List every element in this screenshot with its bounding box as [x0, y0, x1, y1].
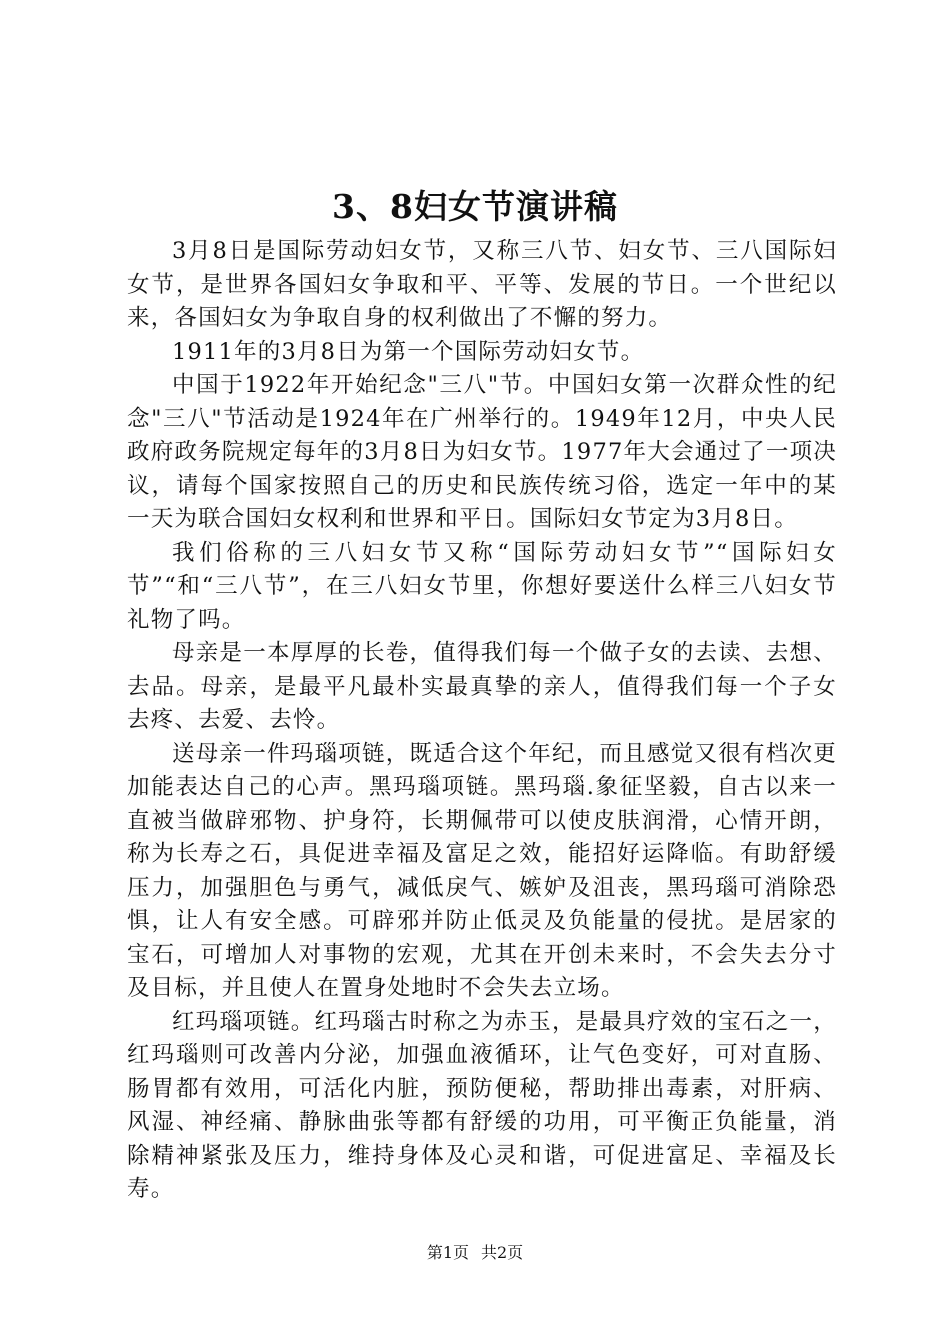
paragraph-3: 中国于1922年开始纪念"三八"节。中国妇女第一次群众性的纪念"三八"节活动是1924年在广州举行的。1949年12月，中央人民政府政务院规定每年的3月8日为妇女节。1977年大会通过了一项决议，请每个国家按照自己的历史和民族传统习俗，选定一年中的某一天为联合国妇女权利和世界和平日。国际妇女节定为3月8日。 [127, 372, 837, 532]
page-footer [0, 1241, 950, 1265]
paragraph-5: 母亲是一本厚厚的长卷，值得我们每一个做子女的去读、去想、去品。母亲，是最平凡最朴实最真挚的亲人，值得我们每一个子女去疼、去爱、去怜。 [127, 640, 837, 733]
document-body [127, 235, 837, 1207]
document-title: 3、8妇女节演讲稿 [332, 187, 618, 226]
paragraph-4: 我们俗称的三八妇女节又称“国际劳动妇女节”“国际妇女节”“和“三八节”，在三八妇女节里，你想好要送什么样三八妇女节礼物了吗。 [127, 539, 837, 633]
paragraph-1: 3月8日是国际劳动妇女节，又称三八节、妇女节、三八国际妇女节，是世界各国妇女争取和平、平等、发展的节日。一个世纪以来，各国妇女为争取自身的权利做出了不懈的努力。 [127, 238, 837, 331]
paragraph-6: 送母亲一件玛瑙项链，既适合这个年纪，而且感觉又很有档次更加能表达自己的心声。黑玛瑙项链。黑玛瑙.象征坚毅，自古以来一直被当做辟邪物、护身符，长期佩带可以使皮肤润滑，心情开朗，称为长寿之石，具促进幸福及富足之效，能招好运降临。有助舒缓压力，加强胆色与勇气，减低戾气、嫉妒及沮丧，黑玛瑙可消除恐惧，让人有安全感。可辟邪并防止低灵及负能量的侵扰。是居家的宝石，可增加人对事物的宏观，尤其在开创未来时，不会失去分寸及目标，并且使人在置身处地时不会失去立场。 [127, 740, 837, 1001]
page-number-current: 第1页 [426, 1243, 469, 1262]
paragraph-7: 红玛瑙项链。红玛瑙古时称之为赤玉，是最具疗效的宝石之一，红玛瑙则可改善内分泌，加强血液循环，让气色变好，可对直肠、肠胃都有效用，可活化内脏，预防便秘，帮助排出毒素，对肝病、风湿、神经痛、静脉曲张等都有舒缓的功用，可平衡正负能量，消除精神紧张及压力，维持身体及心灵和谐，可促进富足、幸福及长寿。 [127, 1008, 837, 1202]
page-number-total: 共2页 [481, 1243, 524, 1262]
paragraph-2: 1911年的3月8日为第一个国际劳动妇女节。 [172, 338, 645, 365]
